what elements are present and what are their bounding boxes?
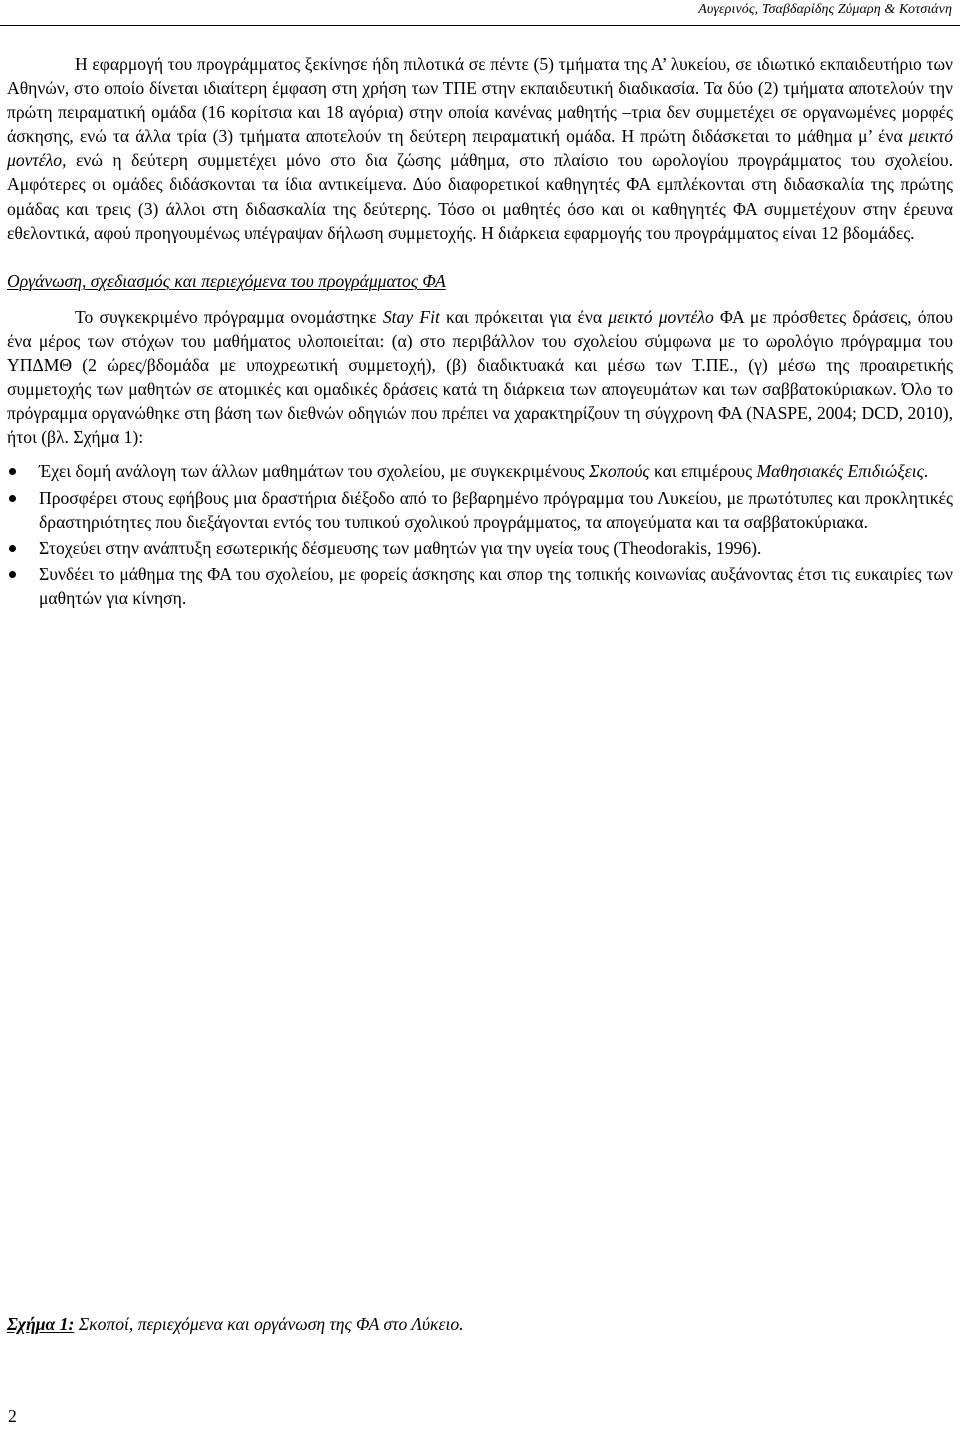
bullet-list (7, 459, 953, 610)
header-rule (0, 25, 960, 26)
list-item: Έχει δομή ανάλογη των άλλων μαθημάτων του σχολείου, με συγκεκριμένους Σκοπούς και επιμέρους Μαθησιακές Επιδιώξεις. (7, 459, 953, 483)
paragraph-program-description: Το συγκεκριμένο πρόγραμμα ονομάστηκε Stay Fit και πρόκειται για ένα μεικτό μοντέλο ΦΑ με πρόσθετες δράσεις, όπου ένα μέρος των στόχων του μαθήματος υλοποιείται: (α) στο περιβάλλον του σχολείου σύμφωνα με το ωρολόγιο πρόγραμμα του ΥΠΔΜΘ (2 ώρες/βδομάδα με υποχρεωτική συμμετοχή), (β) διαδικτυακά και μέσω των Τ.ΠΕ., (γ) μέσω της προαιρετικής συμμετοχής των μαθητών σε ατομικές και ομαδικές δράσεις κατά τη διάρκεια των απογευμάτων και των σαββατοκύριακων. Όλο το πρόγραμμα οργανώθηκε στη βάση των διεθνών οδηγιών που πρέπει να χαρακτηρίζουν τη σύγχρονη ΦΑ (NASPE, 2004; DCD, 2010), ήτοι (βλ. Σχήμα 1): (7, 306, 953, 448)
section-heading: Οργάνωση, σχεδιασμός και περιεχόμενα του προγράμματος ΦΑ (7, 270, 446, 291)
list-item: Στοχεύει στην ανάπτυξη εσωτερικής δέσμευσης των μαθητών για την υγεία τους (Theodorakis, 1996). (7, 536, 953, 560)
list-item: Προσφέρει στους εφήβους μια δραστήρια διέξοδο από το βεβαρημένο πρόγραμμα του Λυκείου, με πρωτότυπες και προκλητικές δραστηριότητες που διεξάγονται εντός του τυπικού σχολικού προγράμματος, τα απογεύματα και τα σαββατοκύριακα. (7, 486, 953, 534)
paragraph-implementation: Η εφαρμογή του προγράμματος ξεκίνησε ήδη πιλοτικά σε πέντε (5) τμήματα της Α’ λυκείου, σε ιδιωτικό εκπαιδευτήριο των Αθηνών, στο οποίο δίνεται ιδιαίτερη έμφαση στη χρήση των ΤΠΕ στην εκπαιδευτική διαδικασία. Τα δύο (2) τμήματα αποτελούν την πρώτη πειραματική ομάδα (16 κορίτσια και 18 αγόρια) στην οποία κανένας μαθητής –τρια δεν συμμετέχει σε οργανωμένες μορφές άσκησης, ενώ τα άλλα τρία (3) τμήματα αποτελούν τη δεύτερη πειραματική ομάδα. Η πρώτη διδάσκεται το μάθημα μ’ ένα μεικτό μοντέλο, ενώ η δεύτερη συμμετέχει μόνο στο δια ζώσης μάθημα, στο πλαίσιο του ωρολογίου προγράμματος του σχολείου. Αμφότερες οι ομάδες διδάσκονται τα ίδια αντικείμενα. Δύο διαφορετικοί καθηγητές ΦΑ εμπλέκονται στη διδασκαλία της πρώτης ομάδας και τρεις (3) άλλοι στη διδασκαλία της δεύτερης. Τόσο οι μαθητές όσο και οι καθηγητές ΦΑ συμμετέχουν στην έρευνα εθελοντικά, αφού προηγουμένως υπέγραψαν δήλωση συμμετοχής. Η διάρκεια εφαρμογής του προγράμματος είναι 12 βδομάδες. (7, 54, 953, 243)
list-item: Συνδέει το μάθημα της ΦΑ του σχολείου, με φορείς άσκησης και σπορ της τοπικής κοινωνίας αυξάνοντας έτσι τις ευκαιρίες των μαθητών για κίνηση. (7, 562, 953, 610)
body-text (7, 52, 953, 612)
figure-label: Σχήμα 1: (7, 1314, 75, 1334)
bullet-icon (9, 571, 16, 578)
page-number: 2 (8, 1406, 17, 1426)
running-header: Αυγερινός, Τσαβδαρίδης Ζύμαρη & Κοτσιάνη (698, 2, 952, 17)
bullet-icon (9, 495, 16, 502)
bullet-icon (9, 545, 16, 552)
figure-caption-text: Σκοποί, περιεχόμενα και οργάνωση της ΦΑ στο Λύκειο. (74, 1314, 464, 1334)
figure-caption (7, 1314, 464, 1335)
bullet-icon (9, 468, 16, 475)
